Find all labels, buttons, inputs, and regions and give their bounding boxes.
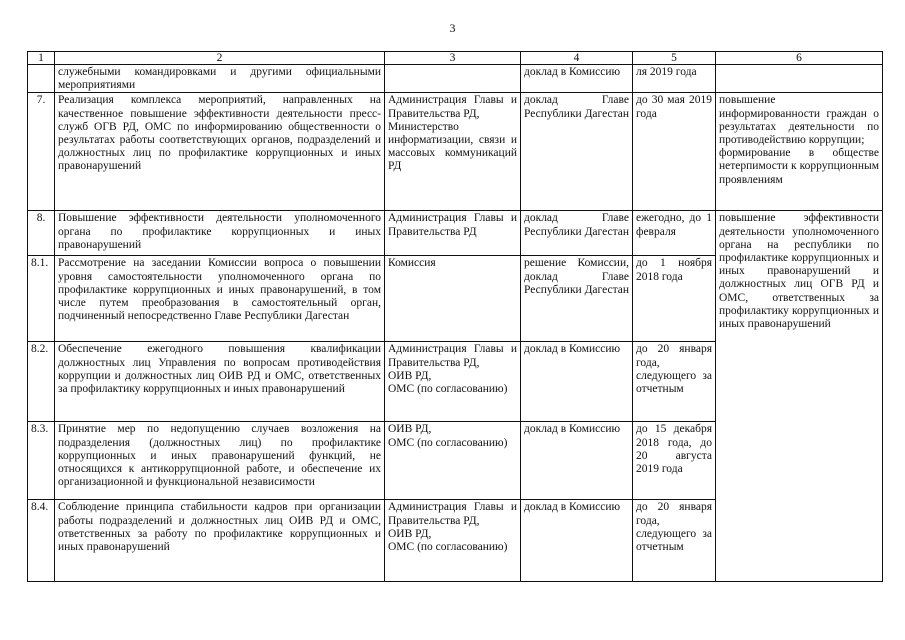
row-number: 8. (28, 211, 55, 256)
header-cell: 4 (521, 52, 633, 65)
measure-text: Повышение эффективности деятельности уполномоченного органа по профилактике коррупционных и иных правонарушений (55, 211, 385, 256)
header-row (28, 52, 883, 65)
executor-cell (385, 342, 521, 422)
result-line: повышение информированности граждан о результатах деятельности по противодействию коррупции; (719, 94, 879, 147)
reporting-form: доклад Главе Республики Дагестан (521, 211, 633, 256)
header-cell: 2 (55, 52, 385, 65)
deadline: до 20 января года, следующего за отчетным (633, 342, 716, 422)
executor-cell (385, 422, 521, 500)
result-cell (716, 211, 883, 582)
measure-text: служебными командировками и другими официальными мероприятиями (55, 65, 385, 93)
reporting-form: доклад Главе Республики Дагестан (521, 93, 633, 211)
executor-line: ОИВ РД, (388, 527, 432, 540)
executor-line: ОМС (по согласованию) (388, 541, 508, 554)
row-number: 8.3. (28, 422, 55, 500)
measure-text: Соблюдение принципа стабильности кадров при организации работы подразделений и должностных лиц ОИВ РД и ОМС, ответственных за работу по профилактике коррупционных и иных правонарушений (55, 500, 385, 582)
executor-cell (385, 65, 521, 93)
reporting-form: доклад в Комиссию (521, 500, 633, 582)
deadline: до 15 декабря 2018 года, до 20 августа 2019 года (633, 422, 716, 500)
result-line: формирование в обществе нетерпимости к коррупционным проявлениям (719, 147, 879, 186)
executor-cell (385, 500, 521, 582)
measure-text: Принятие мер по недопущению случаев возложения на подразделения (должностных лиц) по профилактике коррупционных и иных правонарушений функций, не относящихся к антикоррупционной работе, и обеспечение их организационной и функциональной независимости (55, 422, 385, 500)
reporting-form: решение Комиссии, доклад Главе Республики Дагестан (521, 256, 633, 342)
measures-table (27, 51, 883, 582)
executor-line: Администрация Главы и Правительства РД (388, 212, 517, 238)
table-row (28, 211, 883, 256)
table-row (28, 65, 883, 93)
executor-line: Администрация Главы и Правительства РД, (388, 501, 517, 527)
deadline: ежегодно, до 1 февраля (633, 211, 716, 256)
row-number: 8.4. (28, 500, 55, 582)
executor-line: ОМС (по согласованию) (388, 383, 508, 396)
reporting-form: доклад в Комиссию (521, 342, 633, 422)
executor-line: ОИВ РД, (388, 369, 432, 382)
measure-text: Рассмотрение на заседании Комиссии вопроса о повышении уровня самостоятельности уполномоченного органа по профилактике коррупционных и иных правонарушений, в том числе путем преобразования в самостоятельный орган, подчиненный непосредственно Главе Республики Дагестан (55, 256, 385, 342)
header-cell: 3 (385, 52, 521, 65)
row-number: 8.1. (28, 256, 55, 342)
reporting-form: доклад в Комиссию (521, 65, 633, 93)
row-number (28, 65, 55, 93)
executor-cell (385, 93, 521, 211)
deadline: ля 2019 года (633, 65, 716, 93)
executor-cell (385, 256, 521, 342)
measure-text: Обеспечение ежегодного повышения квалификации должностных лиц Управления по вопросам противодействия коррупции и должностных лиц ОИВ РД и ОМС, ответственных за профилактику коррупционных и иных правонарушений (55, 342, 385, 422)
table-row (28, 93, 883, 211)
result-line: повышение эффективности деятельности уполномоченного органа на республики по профилактике коррупционных и иных правонарушений и должностных лиц ОГВ РД и ОМС, ответственных за профилактику коррупционных и иных правонарушений (719, 212, 879, 331)
executor-cell (385, 211, 521, 256)
executor-line: ОМС (по согласованию) (388, 436, 508, 449)
executor-line: Комиссия (388, 257, 436, 270)
row-number: 8.2. (28, 342, 55, 422)
header-cell: 5 (633, 52, 716, 65)
row-number: 7. (28, 93, 55, 211)
deadline: до 1 ноября 2018 года (633, 256, 716, 342)
result-cell (716, 93, 883, 211)
executor-line: Министерство информатизации, связи и массовых коммуникаций РД (388, 120, 517, 173)
executor-line: Администрация Главы и Правительства РД, (388, 94, 517, 120)
reporting-form: доклад в Комиссию (521, 422, 633, 500)
deadline: до 20 января года, следующего за отчетным (633, 500, 716, 582)
executor-line: Администрация Главы и Правительства РД, (388, 343, 517, 369)
measure-text: Реализация комплекса мероприятий, направленных на качественное повышение эффективности деятельности пресс-служб ОГВ РД, ОМС по информированию общественности о результатах работы соответствующих органов, подразделений и должностных лиц по профилактике коррупционных и иных правонарушений (55, 93, 385, 211)
result-cell (716, 65, 883, 93)
deadline: до 30 мая 2019 года (633, 93, 716, 211)
executor-line: ОИВ РД, (388, 423, 432, 436)
page-number: 3 (449, 21, 456, 35)
header-cell: 6 (716, 52, 883, 65)
header-cell: 1 (28, 52, 55, 65)
